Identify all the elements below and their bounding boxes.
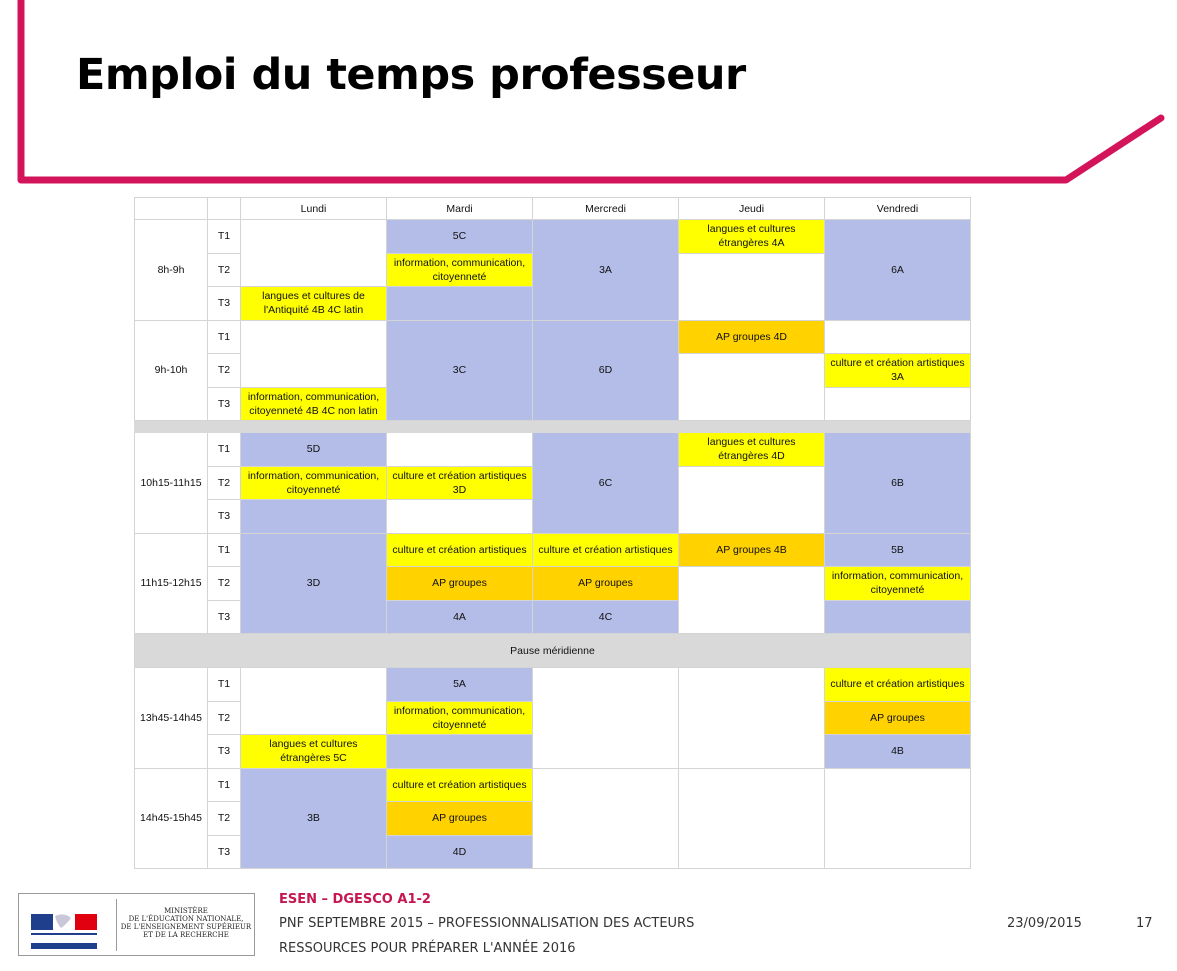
slot-label: T1 [208, 320, 241, 354]
slot-label: T1 [208, 668, 241, 702]
lesson-cell: langues et cultures étrangères 5C [241, 735, 387, 769]
lesson-cell [679, 253, 825, 320]
time-cell: 10h15-11h15 [135, 433, 208, 534]
footer-line-1: PNF SEPTEMBRE 2015 – PROFESSIONNALISATION DES ACTEURS [279, 916, 695, 931]
lesson-cell: 5C [387, 220, 533, 254]
lesson-cell: information, communication, citoyenneté [387, 253, 533, 287]
lesson-cell: langues et cultures étrangères 4A [679, 220, 825, 254]
day-header-mercredi: Mercredi [533, 198, 679, 220]
lesson-cell [387, 735, 533, 769]
footer-line-2: RESSOURCES POUR PRÉPARER L'ANNÉE 2016 [279, 941, 576, 956]
slot-label: T3 [208, 600, 241, 634]
ministry-logo [18, 893, 255, 956]
lesson-cell: 4C [533, 600, 679, 634]
slot-label: T3 [208, 735, 241, 769]
ministry-line: DE L'ENSEIGNEMENT SUPÉRIEUR [120, 923, 252, 931]
time-cell: 14h45-15h45 [135, 768, 208, 869]
footer-org: ESEN – DGESCO A1-2 [279, 892, 431, 907]
slot-label: T2 [208, 466, 241, 500]
lesson-cell: 5A [387, 668, 533, 702]
lesson-cell: 6B [825, 433, 971, 534]
lesson-cell: 5B [825, 533, 971, 567]
lesson-cell [679, 668, 825, 769]
slot-label: T1 [208, 433, 241, 467]
lesson-cell: AP groupes 4D [679, 320, 825, 354]
lesson-cell: AP groupes [387, 567, 533, 601]
lesson-cell: 6D [533, 320, 679, 421]
slot-label: T3 [208, 500, 241, 534]
ministry-line: ET DE LA RECHERCHE [143, 931, 229, 939]
lesson-cell: 4B [825, 735, 971, 769]
slot-label: T3 [208, 287, 241, 321]
lesson-cell [679, 567, 825, 634]
lesson-cell [679, 768, 825, 869]
slot-label: T2 [208, 701, 241, 735]
corner-cell [208, 198, 241, 220]
lesson-cell: AP groupes 4B [679, 533, 825, 567]
lesson-cell: 6C [533, 433, 679, 534]
slot-label: T1 [208, 220, 241, 254]
lesson-cell [387, 500, 533, 534]
page-number: 17 [1136, 916, 1153, 931]
lesson-cell: culture et création artistiques [387, 768, 533, 802]
lesson-cell [679, 466, 825, 533]
lesson-cell [533, 768, 679, 869]
lesson-cell [825, 387, 971, 421]
table-row [135, 533, 971, 567]
lesson-cell [241, 220, 387, 287]
lesson-cell [387, 287, 533, 321]
title-frame-border [0, 0, 1177, 200]
time-cell: 11h15-12h15 [135, 533, 208, 634]
lesson-cell: culture et création artistiques [825, 668, 971, 702]
table-row [135, 220, 971, 254]
corner-cell [135, 198, 208, 220]
lesson-cell: AP groupes [533, 567, 679, 601]
slot-label: T2 [208, 802, 241, 836]
lesson-cell: information, communication, citoyenneté [387, 701, 533, 735]
lesson-cell [241, 500, 387, 534]
lesson-cell: information, communication, citoyenneté [825, 567, 971, 601]
lesson-cell [679, 354, 825, 421]
table-row [135, 433, 971, 467]
slot-label: T2 [208, 567, 241, 601]
lesson-cell: culture et création artistiques 3A [825, 354, 971, 388]
day-header-jeudi: Jeudi [679, 198, 825, 220]
slot-label: T3 [208, 835, 241, 869]
ministry-name [119, 907, 253, 939]
ministry-line: MINISTÈRE [164, 907, 208, 915]
table-row [135, 768, 971, 802]
slot-label: T3 [208, 387, 241, 421]
table-row [135, 668, 971, 702]
slot-label: T2 [208, 354, 241, 388]
lesson-cell: 3D [241, 533, 387, 634]
lesson-cell: AP groupes [387, 802, 533, 836]
lesson-cell [825, 768, 971, 869]
day-header-mardi: Mardi [387, 198, 533, 220]
timetable [134, 197, 971, 869]
lesson-cell: AP groupes [825, 701, 971, 735]
lesson-cell: 3A [533, 220, 679, 321]
time-cell: 8h-9h [135, 220, 208, 321]
lesson-cell: 3C [387, 320, 533, 421]
lesson-cell: 4D [387, 835, 533, 869]
day-header-vendredi: Vendredi [825, 198, 971, 220]
lesson-cell [387, 433, 533, 467]
lesson-cell: information, communication, citoyenneté [241, 466, 387, 500]
pause-label: Pause méridienne [135, 634, 971, 668]
slide-title: Emploi du temps professeur [76, 50, 746, 100]
slot-label: T1 [208, 533, 241, 567]
logo-divider [116, 899, 117, 951]
slot-label: T1 [208, 768, 241, 802]
lesson-cell: langues et cultures de l'Antiquité 4B 4C latin [241, 287, 387, 321]
title-frame [0, 0, 1177, 200]
lesson-cell: 3B [241, 768, 387, 869]
header-row [135, 198, 971, 220]
lesson-cell: culture et création artistiques [387, 533, 533, 567]
lesson-cell: langues et cultures étrangères 4D [679, 433, 825, 467]
time-cell: 13h45-14h45 [135, 668, 208, 769]
lesson-cell [533, 668, 679, 769]
time-cell: 9h-10h [135, 320, 208, 421]
break-cell [135, 421, 971, 433]
lesson-cell: culture et création artistiques 3D [387, 466, 533, 500]
lesson-cell: 6A [825, 220, 971, 321]
lesson-cell [241, 668, 387, 735]
lesson-cell [241, 320, 387, 387]
lesson-cell: information, communication, citoyenneté 4B 4C non latin [241, 387, 387, 421]
lesson-cell [825, 320, 971, 354]
footer-date: 23/09/2015 [1007, 916, 1082, 931]
table-row [135, 320, 971, 354]
lesson-cell: 5D [241, 433, 387, 467]
pause-row [135, 634, 971, 668]
marianne-logo-icon [31, 906, 97, 950]
ministry-line: DE L'ÉDUCATION NATIONALE, [128, 915, 244, 923]
lesson-cell: culture et création artistiques [533, 533, 679, 567]
day-header-lundi: Lundi [241, 198, 387, 220]
slot-label: T2 [208, 253, 241, 287]
lesson-cell [825, 600, 971, 634]
lesson-cell: 4A [387, 600, 533, 634]
break-row [135, 421, 971, 433]
